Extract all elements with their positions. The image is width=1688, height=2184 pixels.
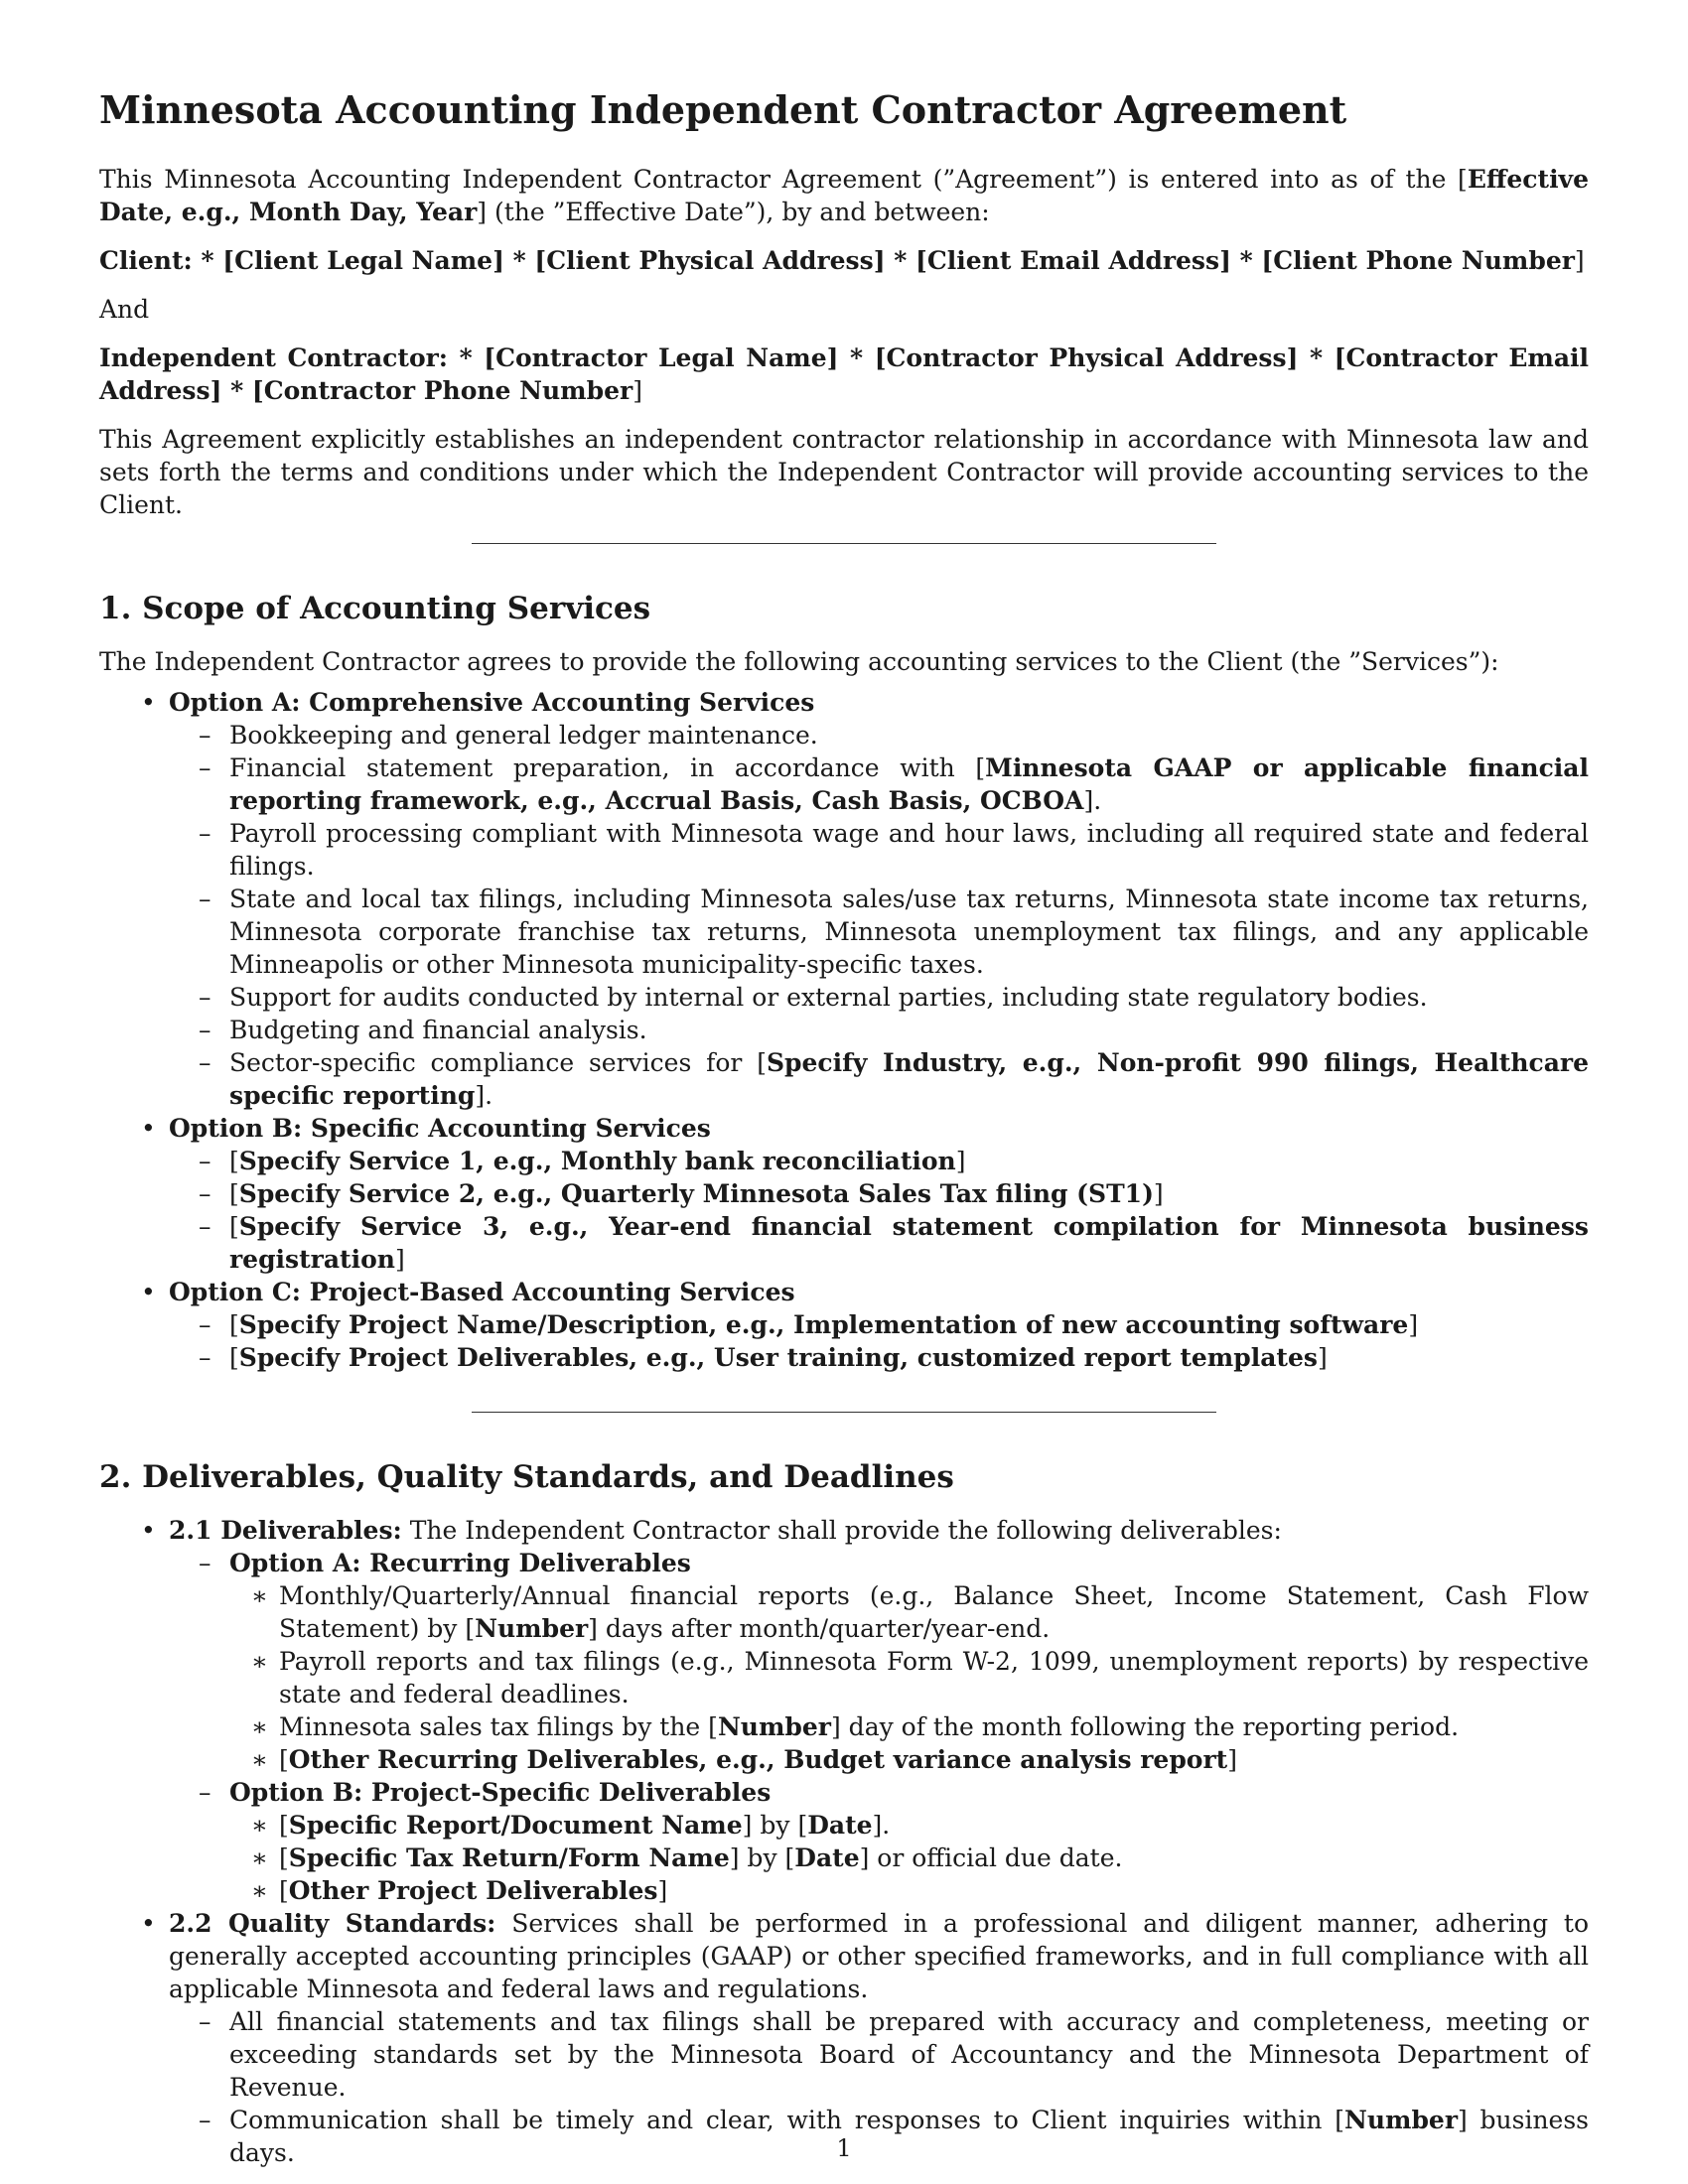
contractor-email-field: Contractor Email Address: [99, 343, 1590, 405]
client-phone-field: Client Phone Number: [1273, 246, 1575, 275]
separator: * [: [192, 246, 235, 275]
placeholder-field: Number: [717, 1712, 831, 1741]
placeholder-field: Number: [1343, 2106, 1459, 2134]
item-text: Communication shall be timely and clear, with responses to Client inquiries within [: [229, 2106, 1344, 2134]
list-item: ∗ [Other Recurring Deliverables, e.g., Budget variance analysis report]: [229, 1743, 1589, 1776]
list-item: [129, 1514, 1589, 1907]
separator: ]: [1574, 246, 1585, 275]
client-legal-name-field: Client Legal Name: [234, 246, 493, 275]
item-text: ] by [: [742, 1811, 808, 1840]
deliverables-list: [129, 1514, 1589, 2169]
item-text: ] by [: [729, 1843, 795, 1872]
list-item: [129, 1276, 1589, 1374]
intro-paragraph: [99, 163, 1589, 228]
list-item: – [Specify Service 1, e.g., Monthly bank reconciliation]: [169, 1145, 1589, 1177]
document-title: Minnesota Accounting Independent Contractor Agreement: [99, 87, 1347, 132]
client-email-field: Client Email Address: [926, 246, 1220, 275]
item-text: ].: [872, 1811, 891, 1840]
section-divider: [472, 543, 1216, 544]
client-address-field: Client Physical Address: [546, 246, 874, 275]
item-text: Sector-specific compliance services for [: [229, 1048, 767, 1077]
separator: ] * [: [873, 246, 927, 275]
contractor-line: [99, 341, 1589, 407]
list-item: [169, 1547, 1589, 1776]
item-text: Services shall be performed in a professional and diligent manner, adhering to generally accepted accounting principles (GAAP) or other specified frameworks, and in full compliance with all applicable Minnesota and federal laws and regulations.: [169, 1909, 1590, 2003]
list-item: ∗ Payroll reports and tax filings (e.g., Minnesota Form W-2, 1099, unemployment reports) by respective state and federal deadlines.: [229, 1645, 1589, 1710]
services-options-list: [129, 686, 1589, 1374]
intro-text: This Minnesota Accounting Independent Contractor Agreement (”Agreement”) is entered into as of the [: [99, 165, 1468, 194]
list-item: ∗ [Specific Report/Document Name] by [Date].: [229, 1809, 1589, 1842]
item-text: The Independent Contractor shall provide the following deliverables:: [401, 1516, 1282, 1545]
list-item: [129, 1907, 1589, 2169]
list-item: – [Specify Service 2, e.g., Quarterly Minnesota Sales Tax filing (ST1)]: [169, 1177, 1589, 1210]
recurring-deliverables-label: Option A: Recurring Deliverables: [229, 1549, 691, 1577]
placeholder-field: Date: [807, 1811, 873, 1840]
option-b-label: Option B: Specific Accounting Services: [169, 1114, 711, 1143]
item-text: ] days after month/quarter/year-end.: [588, 1614, 1051, 1643]
option-c-label: Option C: Project-Based Accounting Services: [169, 1278, 795, 1306]
contractor-phone-field: Contractor Phone Number: [263, 376, 633, 405]
list-item: – Budgeting and financial analysis.: [169, 1014, 1589, 1046]
section-1-heading: 1. Scope of Accounting Services: [99, 591, 651, 626]
client-line: [99, 244, 1589, 277]
contractor-label: Independent Contractor:: [99, 343, 449, 372]
project-deliverables-label: Option B: Project-Specific Deliverables: [229, 1778, 772, 1807]
client-label: Client:: [99, 246, 193, 275]
placeholder-field: Specify Project Name/Description, e.g., Implementation of new accounting software: [238, 1310, 1409, 1339]
separator: ] * [: [210, 376, 264, 405]
separator: ] * [: [1219, 246, 1274, 275]
document-page: [99, 87, 1589, 2169]
intro-text-end: ] (the ”Effective Date”), by and between:: [477, 198, 990, 226]
item-text: ] or official due date.: [859, 1843, 1123, 1872]
list-item: – [Specify Service 3, e.g., Year-end financial statement compilation for Minnesota business registration]: [169, 1210, 1589, 1276]
placeholder-field: Other Recurring Deliverables, e.g., Budget variance analysis report: [288, 1745, 1228, 1774]
list-item: – [Specify Project Deliverables, e.g., User training, customized report templates]: [169, 1341, 1589, 1374]
placeholder-field: Minnesota GAAP or applicable financial reporting framework, e.g., Accrual Basis, Cash Basis, OCBOA: [229, 753, 1589, 815]
item-text: ] day of the month following the reporting period.: [830, 1712, 1460, 1741]
section-divider: [472, 1412, 1216, 1413]
placeholder-field: Specify Project Deliverables, e.g., User training, customized report templates: [238, 1343, 1318, 1372]
option-a-label: Option A: Comprehensive Accounting Services: [169, 688, 815, 717]
separator: ] * [: [1286, 343, 1346, 372]
separator: ] * [: [492, 246, 547, 275]
deliverables-label: 2.1 Deliverables:: [169, 1516, 402, 1545]
list-item: – Bookkeeping and general ledger maintenance.: [169, 719, 1589, 751]
separator: ] * [: [826, 343, 887, 372]
effective-date-placeholder: Effective Date, e.g., Month Day, Year: [99, 165, 1589, 226]
section-1-intro: The Independent Contractor agrees to provide the following accounting services to the Client (the ”Services”):: [99, 647, 1499, 676]
list-item: – State and local tax filings, including Minnesota sales/use tax returns, Minnesota state income tax returns, Minnesota corporate franchise tax returns, Minnesota unemployment tax filings, and any applicable Minneapolis or other Minnesota municipality-specific taxes.: [169, 883, 1589, 981]
separator: * [: [448, 343, 496, 372]
list-item: [229, 1579, 1589, 1645]
item-text: Monthly/Quarterly/Annual financial reports (e.g., Balance Sheet, Income Statement, Cash Flow Statement) by [: [279, 1581, 1589, 1643]
placeholder-field: Specify Industry, e.g., Non-profit 990 filings, Healthcare specific reporting: [229, 1048, 1589, 1110]
list-item: [129, 1112, 1589, 1276]
placeholder-field: Specify Service 2, e.g., Quarterly Minnesota Sales Tax filing (ST1): [238, 1179, 1154, 1208]
placeholder-field: Number: [475, 1614, 589, 1643]
placeholder-field: Specific Report/Document Name: [288, 1811, 743, 1840]
section-2-heading: 2. Deliverables, Quality Standards, and Deadlines: [99, 1459, 954, 1495]
list-item: – All financial statements and tax filings shall be prepared with accuracy and completeness, meeting or exceeding standards set by the Minnesota Board of Accountancy and the Minnesota Department of Revenue.: [169, 2005, 1589, 2104]
item-text: ] business days.: [229, 2106, 1589, 2167]
item-text: Minnesota sales tax filings by the [: [279, 1712, 718, 1741]
list-item: ∗ [Other Project Deliverables]: [229, 1874, 1589, 1907]
page-number: 1: [836, 2134, 852, 2162]
placeholder-field: Date: [794, 1843, 860, 1872]
contractor-legal-name-field: Contractor Legal Name: [495, 343, 827, 372]
list-item: – [Specify Project Name/Description, e.g., Implementation of new accounting software]: [169, 1308, 1589, 1341]
list-item: [129, 686, 1589, 1112]
item-text: ].: [475, 1081, 493, 1110]
item-text: Financial statement preparation, in accordance with [: [229, 753, 986, 782]
separator: ]: [633, 376, 642, 405]
placeholder-field: Specific Tax Return/Form Name: [288, 1843, 730, 1872]
list-item: – Support for audits conducted by internal or external parties, including state regulatory bodies.: [169, 981, 1589, 1014]
list-item: [169, 751, 1589, 817]
relationship-paragraph: This Agreement explicitly establishes an independent contractor relationship in accordance with Minnesota law and sets forth the terms and conditions under which the Independent Contractor will provide accounting services to the Client.: [99, 425, 1589, 519]
list-item: [169, 1776, 1589, 1907]
list-item: [229, 1710, 1589, 1743]
and-text: And: [99, 295, 150, 324]
placeholder-field: Other Project Deliverables: [288, 1876, 658, 1905]
contractor-address-field: Contractor Physical Address: [886, 343, 1287, 372]
quality-standards-label: 2.2 Quality Standards:: [169, 1909, 496, 1938]
placeholder-field: Specify Service 1, e.g., Monthly bank reconciliation: [238, 1147, 956, 1175]
list-item: ∗ [Specific Tax Return/Form Name] by [Date] or official due date.: [229, 1842, 1589, 1874]
list-item: – Payroll processing compliant with Minnesota wage and hour laws, including all required state and federal filings.: [169, 817, 1589, 883]
item-text: ].: [1083, 786, 1102, 815]
list-item: [169, 1046, 1589, 1112]
placeholder-field: Specify Service 3, e.g., Year-end financial statement compilation for Minnesota business registration: [229, 1212, 1589, 1274]
